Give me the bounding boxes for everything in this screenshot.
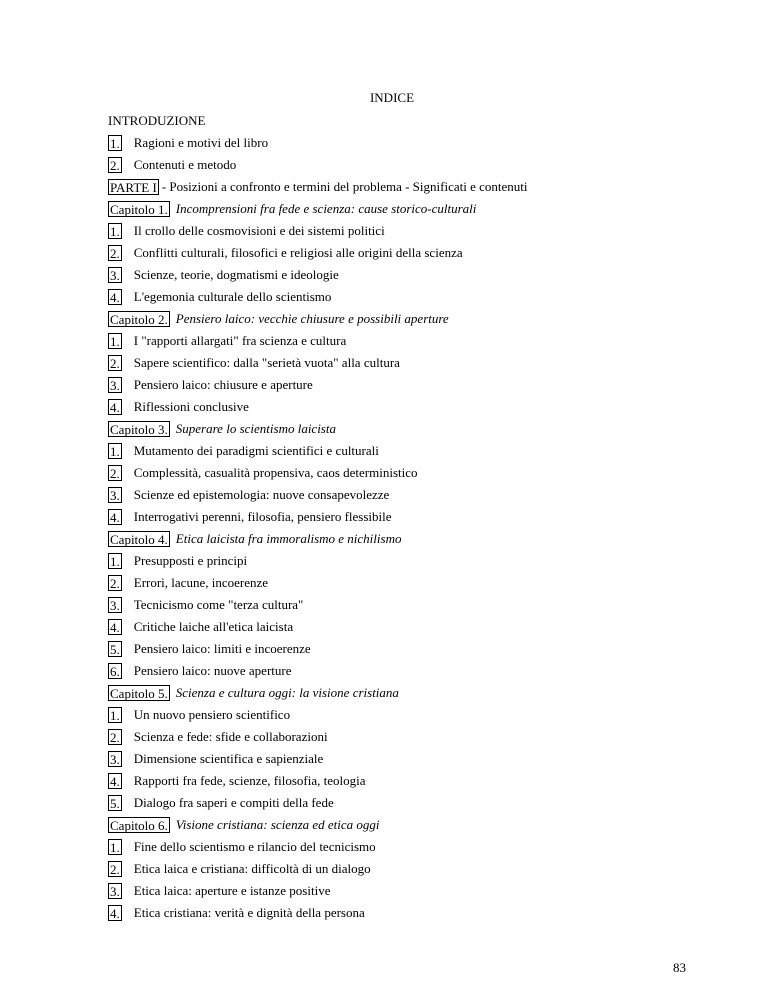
toc-item[interactable] <box>108 880 728 902</box>
item-number: 1. <box>110 224 120 239</box>
toc-item[interactable] <box>108 770 728 792</box>
toc-item[interactable] <box>108 858 728 880</box>
item-number: 2. <box>110 246 120 261</box>
item-number: 1. <box>110 840 120 855</box>
item-number: 2. <box>110 730 120 745</box>
toc-item[interactable] <box>108 220 728 242</box>
chapter-label: Capitolo 4. <box>110 532 168 547</box>
item-text: Sapere scientifico: dalla "serietà vuota" alla cultura <box>133 355 400 370</box>
toc-item[interactable] <box>108 396 728 418</box>
page-number: 83 <box>673 960 686 975</box>
item-number: 2. <box>110 466 120 481</box>
item-number: 3. <box>110 598 120 613</box>
toc-item[interactable] <box>108 660 728 682</box>
item-text: Riflessioni conclusive <box>133 399 249 414</box>
toc-item[interactable] <box>108 462 728 484</box>
chapter-label: Capitolo 6. <box>110 818 168 833</box>
item-text: Un nuovo pensiero scientifico <box>133 707 291 722</box>
toc-item[interactable] <box>108 440 728 462</box>
introduction-heading-text: INTRODUZIONE <box>108 113 206 128</box>
toc-item[interactable] <box>108 748 728 770</box>
part-heading[interactable] <box>108 176 728 198</box>
item-text: Mutamento dei paradigmi scientifici e culturali <box>133 443 379 458</box>
item-number: 1. <box>110 136 120 151</box>
item-number: 3. <box>110 884 120 899</box>
chapter-title: Superare lo scientismo laicista <box>175 421 336 436</box>
table-of-contents <box>108 110 728 924</box>
toc-item[interactable] <box>108 374 728 396</box>
item-number: 1. <box>110 708 120 723</box>
item-number: 4. <box>110 510 120 525</box>
item-text: Tecnicismo come "terza cultura" <box>133 597 304 612</box>
chapter-title: Visione cristiana: scienza ed etica oggi <box>175 817 380 832</box>
toc-item[interactable] <box>108 132 728 154</box>
toc-item[interactable] <box>108 638 728 660</box>
item-number: 2. <box>110 862 120 877</box>
item-number: 6. <box>110 664 120 679</box>
item-text: Ragioni e motivi del libro <box>133 135 269 150</box>
item-number: 4. <box>110 774 120 789</box>
chapter-label: Capitolo 5. <box>110 686 168 701</box>
chapter-heading[interactable] <box>108 308 728 330</box>
item-text: Pensiero laico: chiusure e aperture <box>133 377 313 392</box>
item-text: Critiche laiche all'etica laicista <box>133 619 294 634</box>
item-number: 1. <box>110 444 120 459</box>
item-text: L'egemonia culturale dello scientismo <box>133 289 332 304</box>
chapter-heading[interactable] <box>108 814 728 836</box>
item-text: I "rapporti allargati" fra scienza e cultura <box>133 333 347 348</box>
item-text: Scienza e fede: sfide e collaborazioni <box>133 729 328 744</box>
toc-item[interactable] <box>108 792 728 814</box>
page-title: INDICE <box>369 90 415 105</box>
chapter-title: Pensiero laico: vecchie chiusure e possibili aperture <box>175 311 449 326</box>
item-number: 2. <box>110 158 120 173</box>
item-text: Complessità, casualità propensiva, caos deterministico <box>133 465 418 480</box>
toc-item[interactable] <box>108 264 728 286</box>
item-number: 4. <box>110 906 120 921</box>
toc-item[interactable] <box>108 726 728 748</box>
toc-item[interactable] <box>108 352 728 374</box>
toc-item[interactable] <box>108 242 728 264</box>
toc-item[interactable] <box>108 550 728 572</box>
chapter-label: Capitolo 2. <box>110 312 168 327</box>
item-text: Rapporti fra fede, scienze, filosofia, teologia <box>133 773 366 788</box>
item-number: 3. <box>110 268 120 283</box>
chapters-list <box>108 198 728 924</box>
item-number: 3. <box>110 378 120 393</box>
item-text: Etica laica e cristiana: difficoltà di un dialogo <box>133 861 371 876</box>
item-number: 1. <box>110 554 120 569</box>
introduction-heading <box>108 110 728 132</box>
chapter-heading[interactable] <box>108 198 728 220</box>
chapter-heading[interactable] <box>108 418 728 440</box>
chapter-heading[interactable] <box>108 682 728 704</box>
toc-item[interactable] <box>108 286 728 308</box>
item-text: Dimensione scientifica e sapienziale <box>133 751 324 766</box>
item-number: 3. <box>110 488 120 503</box>
item-number: 2. <box>110 576 120 591</box>
item-text: Scienze, teorie, dogmatismi e ideologie <box>133 267 339 282</box>
item-number: 1. <box>110 334 120 349</box>
item-number: 4. <box>110 290 120 305</box>
item-text: Scienze ed epistemologia: nuove consapevolezze <box>133 487 390 502</box>
item-text: Contenuti e metodo <box>133 157 237 172</box>
item-text: Etica laica: aperture e istanze positive <box>133 883 331 898</box>
chapter-title: Incomprensioni fra fede e scienza: cause storico-culturali <box>175 201 477 216</box>
item-text: Interrogativi perenni, filosofia, pensiero flessibile <box>133 509 392 524</box>
chapter-heading[interactable] <box>108 528 728 550</box>
toc-item[interactable] <box>108 154 728 176</box>
item-text: Pensiero laico: nuove aperture <box>133 663 292 678</box>
item-text: Fine dello scientismo e rilancio del tecnicismo <box>133 839 376 854</box>
toc-item[interactable] <box>108 506 728 528</box>
toc-item[interactable] <box>108 572 728 594</box>
item-text: Pensiero laico: limiti e incoerenze <box>133 641 311 656</box>
item-text: Il crollo delle cosmovisioni e dei sistemi politici <box>133 223 385 238</box>
chapter-label: Capitolo 1. <box>110 202 168 217</box>
part-subtitle: - Posizioni a confronto e termini del problema - Significati e contenuti <box>161 179 528 194</box>
toc-item[interactable] <box>108 836 728 858</box>
item-text: Etica cristiana: verità e dignità della persona <box>133 905 365 920</box>
item-text: Errori, lacune, incoerenze <box>133 575 269 590</box>
item-text: Presupposti e principi <box>133 553 248 568</box>
item-number: 5. <box>110 642 120 657</box>
item-number: 3. <box>110 752 120 767</box>
toc-item[interactable] <box>108 616 728 638</box>
item-number: 4. <box>110 400 120 415</box>
chapter-title: Etica laicista fra immoralismo e nichilismo <box>175 531 402 546</box>
item-text: Dialogo fra saperi e compiti della fede <box>133 795 334 810</box>
item-number: 5. <box>110 796 120 811</box>
toc-item[interactable] <box>108 704 728 726</box>
toc-item[interactable] <box>108 594 728 616</box>
chapter-title: Scienza e cultura oggi: la visione cristiana <box>175 685 399 700</box>
toc-item[interactable] <box>108 902 728 924</box>
toc-item[interactable] <box>108 330 728 352</box>
toc-item[interactable] <box>108 484 728 506</box>
item-number: 4. <box>110 620 120 635</box>
part-label: PARTE I <box>110 180 157 195</box>
item-number: 2. <box>110 356 120 371</box>
item-text: Conflitti culturali, filosofici e religiosi alle origini della scienza <box>133 245 463 260</box>
chapter-label: Capitolo 3. <box>110 422 168 437</box>
